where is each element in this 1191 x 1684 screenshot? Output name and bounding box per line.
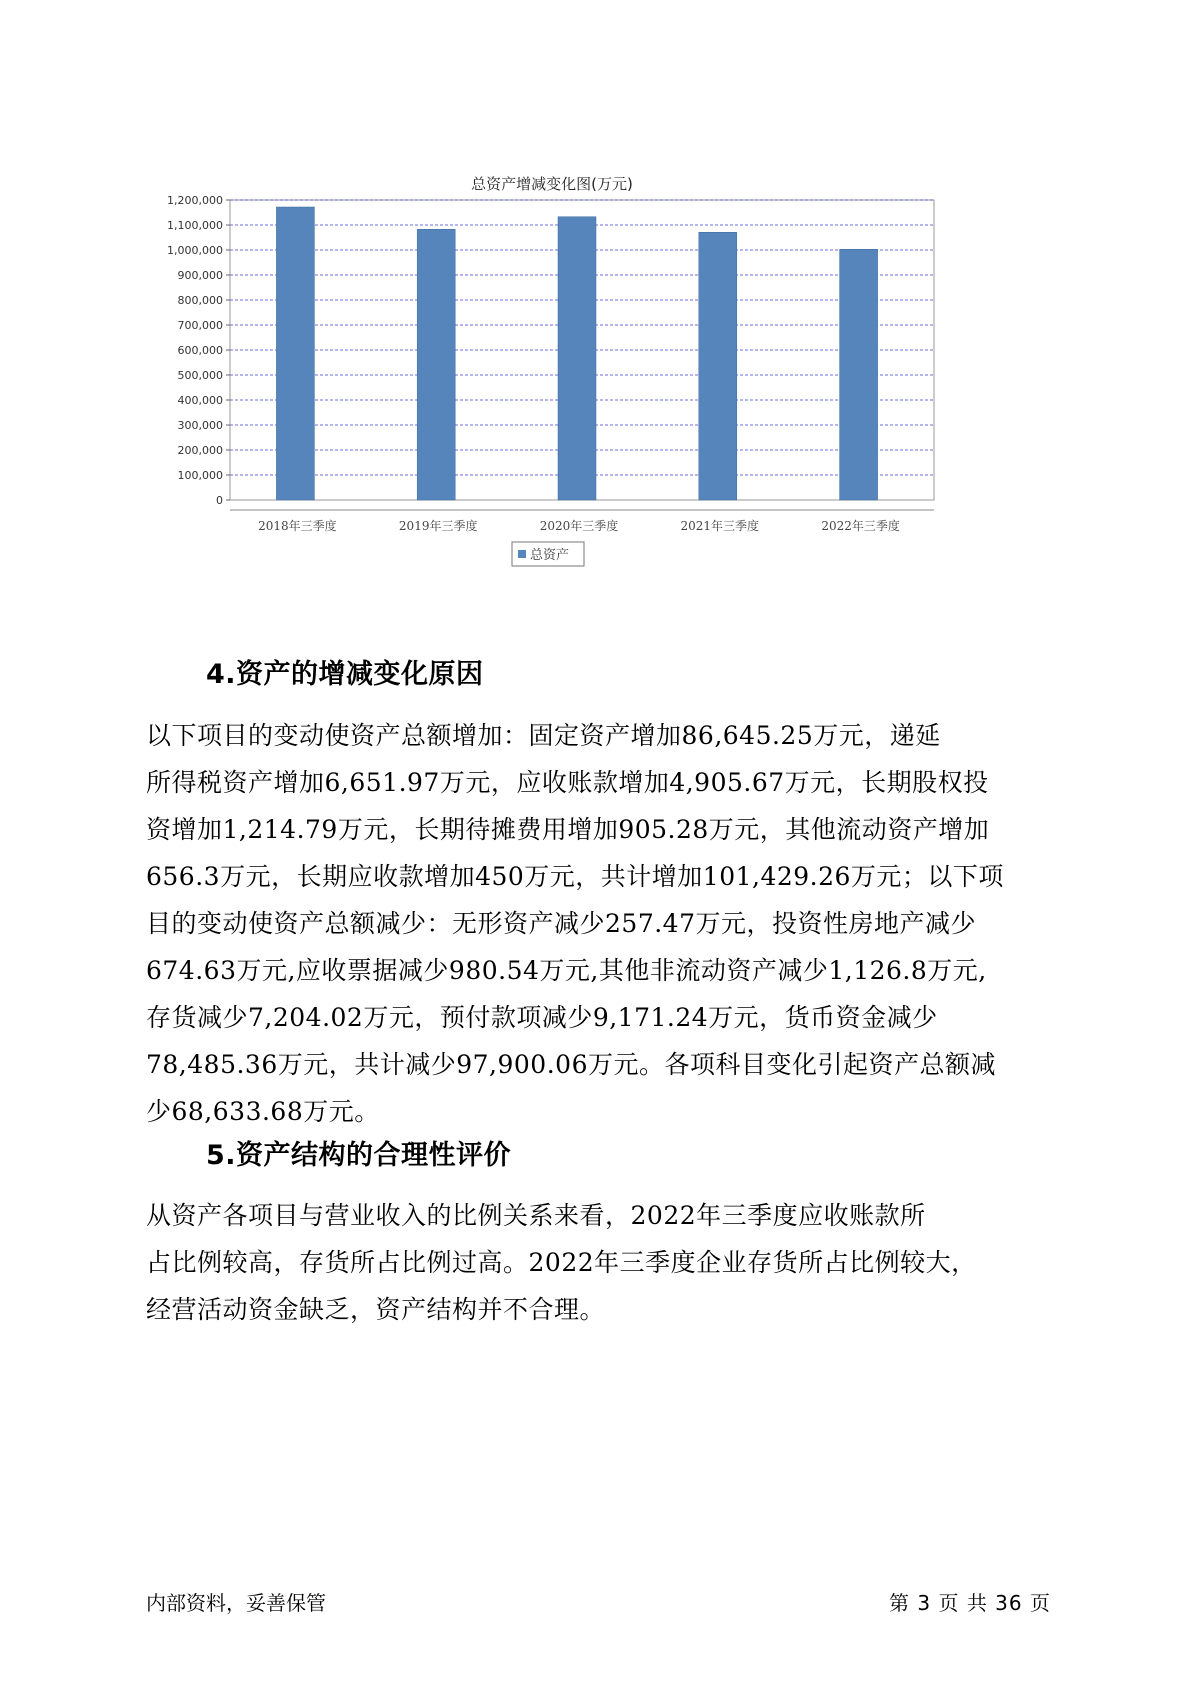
footer-confidential-note: 内部资料，妥善保管: [146, 1591, 326, 1615]
legend-label: 总资产: [530, 548, 570, 563]
total-assets-chart: [160, 170, 1020, 630]
y-tick-label: 600,000: [177, 344, 223, 357]
chart-svg: [160, 170, 1020, 630]
x-tick-label: 2022年三季度: [821, 519, 900, 533]
y-tick-label: 0: [216, 494, 223, 507]
chart-title: 总资产增减变化图(万元): [471, 175, 633, 194]
bar-2020年三季度: [558, 217, 596, 500]
paragraph-line: 所得税资产增加6,651.97万元，应收账款增加4,905.67万元，长期股权投: [146, 768, 989, 797]
paragraph-line: 656.3万元，长期应收款增加450万元，共计增加101,429.26万元；以下项: [146, 862, 1004, 891]
y-tick-label: 1,000,000: [167, 244, 223, 257]
section-5-heading: 5.资产结构的合理性评价: [206, 1140, 512, 1171]
x-tick-label: 2020年三季度: [539, 519, 619, 533]
y-tick-label: 800,000: [177, 294, 223, 307]
x-tick-label: 2021年三季度: [680, 519, 760, 533]
paragraph-line: 存货减少7,204.02万元，预付款项减少9,171.24万元，货币资金减少: [146, 1003, 938, 1032]
y-tick-label: 1,200,000: [167, 194, 223, 207]
paragraph-line: 经营活动资金缺乏，资产结构并不合理。: [146, 1295, 606, 1324]
paragraph-line: 占比例较高，存货所占比例过高。2022年三季度企业存货所占比例较大，: [146, 1248, 977, 1277]
bar-2019年三季度: [417, 229, 455, 500]
section-4-heading: 4.资产的增减变化原因: [206, 659, 484, 690]
bar-2021年三季度: [699, 232, 737, 500]
footer-page-number: 第 3 页 共 36 页: [889, 1591, 1051, 1615]
y-tick-label: 700,000: [177, 319, 223, 332]
x-tick-label: 2018年三季度: [258, 519, 337, 533]
paragraph-line: 以下项目的变动使资产总额增加：固定资产增加86,645.25万元，递延: [146, 721, 941, 750]
bar-2022年三季度: [840, 249, 878, 500]
x-tick-label: 2019年三季度: [398, 519, 478, 533]
y-tick-label: 900,000: [177, 269, 223, 282]
paragraph-line: 78,485.36万元，共计减少97,900.06万元。各项科目变化引起资产总额减: [146, 1050, 996, 1079]
y-tick-label: 400,000: [177, 394, 223, 407]
section-5-paragraph: [146, 1192, 1066, 1333]
bar-2018年三季度: [276, 207, 314, 500]
legend-swatch: [518, 550, 526, 558]
y-tick-label: 500,000: [177, 369, 223, 382]
y-tick-label: 1,100,000: [167, 219, 223, 232]
paragraph-line: 少68,633.68万元。: [146, 1097, 380, 1126]
paragraph-line: 资增加1,214.79万元，长期待摊费用增加905.28万元，其他流动资产增加: [146, 815, 990, 844]
section-4-paragraph: [146, 712, 1066, 1135]
y-tick-label: 100,000: [177, 469, 223, 482]
y-tick-label: 300,000: [177, 419, 223, 432]
paragraph-line: 从资产各项目与营业收入的比例关系来看，2022年三季度应收账款所: [146, 1201, 926, 1230]
y-tick-label: 200,000: [177, 444, 223, 457]
paragraph-line: 目的变动使资产总额减少：无形资产减少257.47万元，投资性房地产减少: [146, 909, 976, 938]
paragraph-line: 674.63万元,应收票据减少980.54万元,其他非流动资产减少1,126.8万元,: [146, 956, 987, 985]
